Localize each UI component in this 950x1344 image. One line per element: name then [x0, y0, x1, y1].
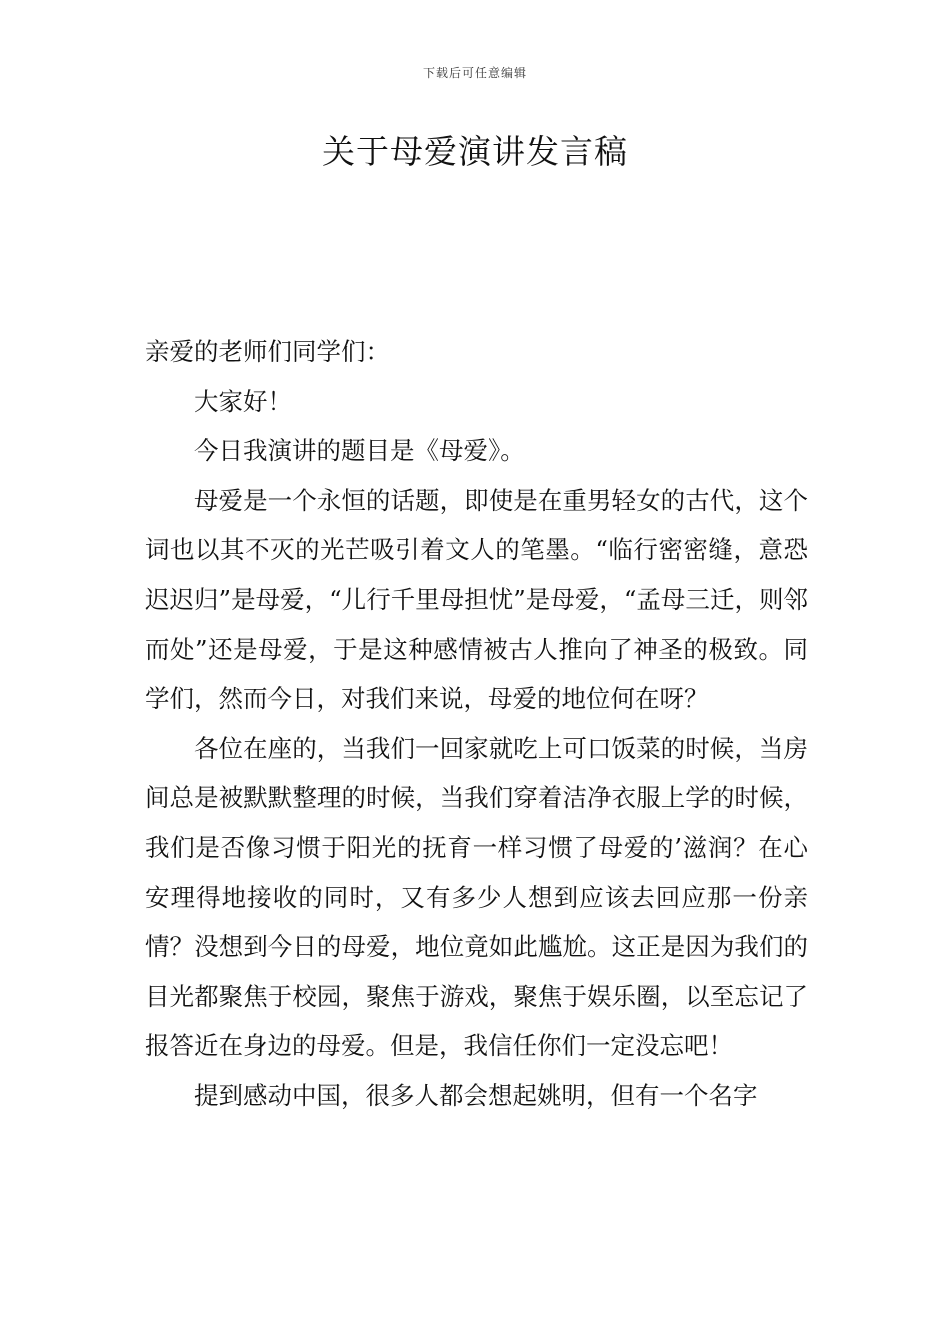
paragraph-eternal-topic: 母爱是一个永恒的话题，即使是在重男轻女的古代，这个词也以其不灭的光芒吸引着文人的笔墨。“临行密密缝，意恐迟迟归”是母爱，“儿行千里母担忧”是母爱，“孟母三迁，则邻而处”还是母爱，于是这种感情被古人推向了神圣的极致。同学们，然而今日，对我们来说，母爱的地位何在呀？	[145, 485, 808, 714]
paragraph-audience: 各位在座的，当我们一回家就吃上可口饭菜的时候，当房间总是被默默整理的时候，当我们穿着洁净衣服上学的时候，我们是否像习惯于阳光的抚育一样习惯了母爱的’滋润？在心安理得地接收的同时，又有多少人想到应该去回应那一份亲情？没想到今日的母爱，地位竟如此尴尬。这正是因为我们的目光都聚焦于校园，聚焦于游戏，聚焦于娱乐圈，以至忘记了报答近在身边的母爱。但是，我信任你们一定没忘吧！	[145, 733, 808, 1061]
salutation: 亲爱的老师们同学们：	[145, 337, 390, 366]
paragraph-topic: 今日我演讲的题目是《母爱》。	[194, 436, 525, 466]
document-title: 关于母爱演讲发言稿	[322, 132, 628, 171]
document-body	[145, 327, 808, 1121]
paragraph-touching-china: 提到感动中国，很多人都会想起姚明，但有一个名字	[194, 1080, 758, 1110]
paragraph-greeting: 大家好！	[194, 386, 292, 416]
header-note: 下载后可任意编辑	[422, 66, 527, 80]
